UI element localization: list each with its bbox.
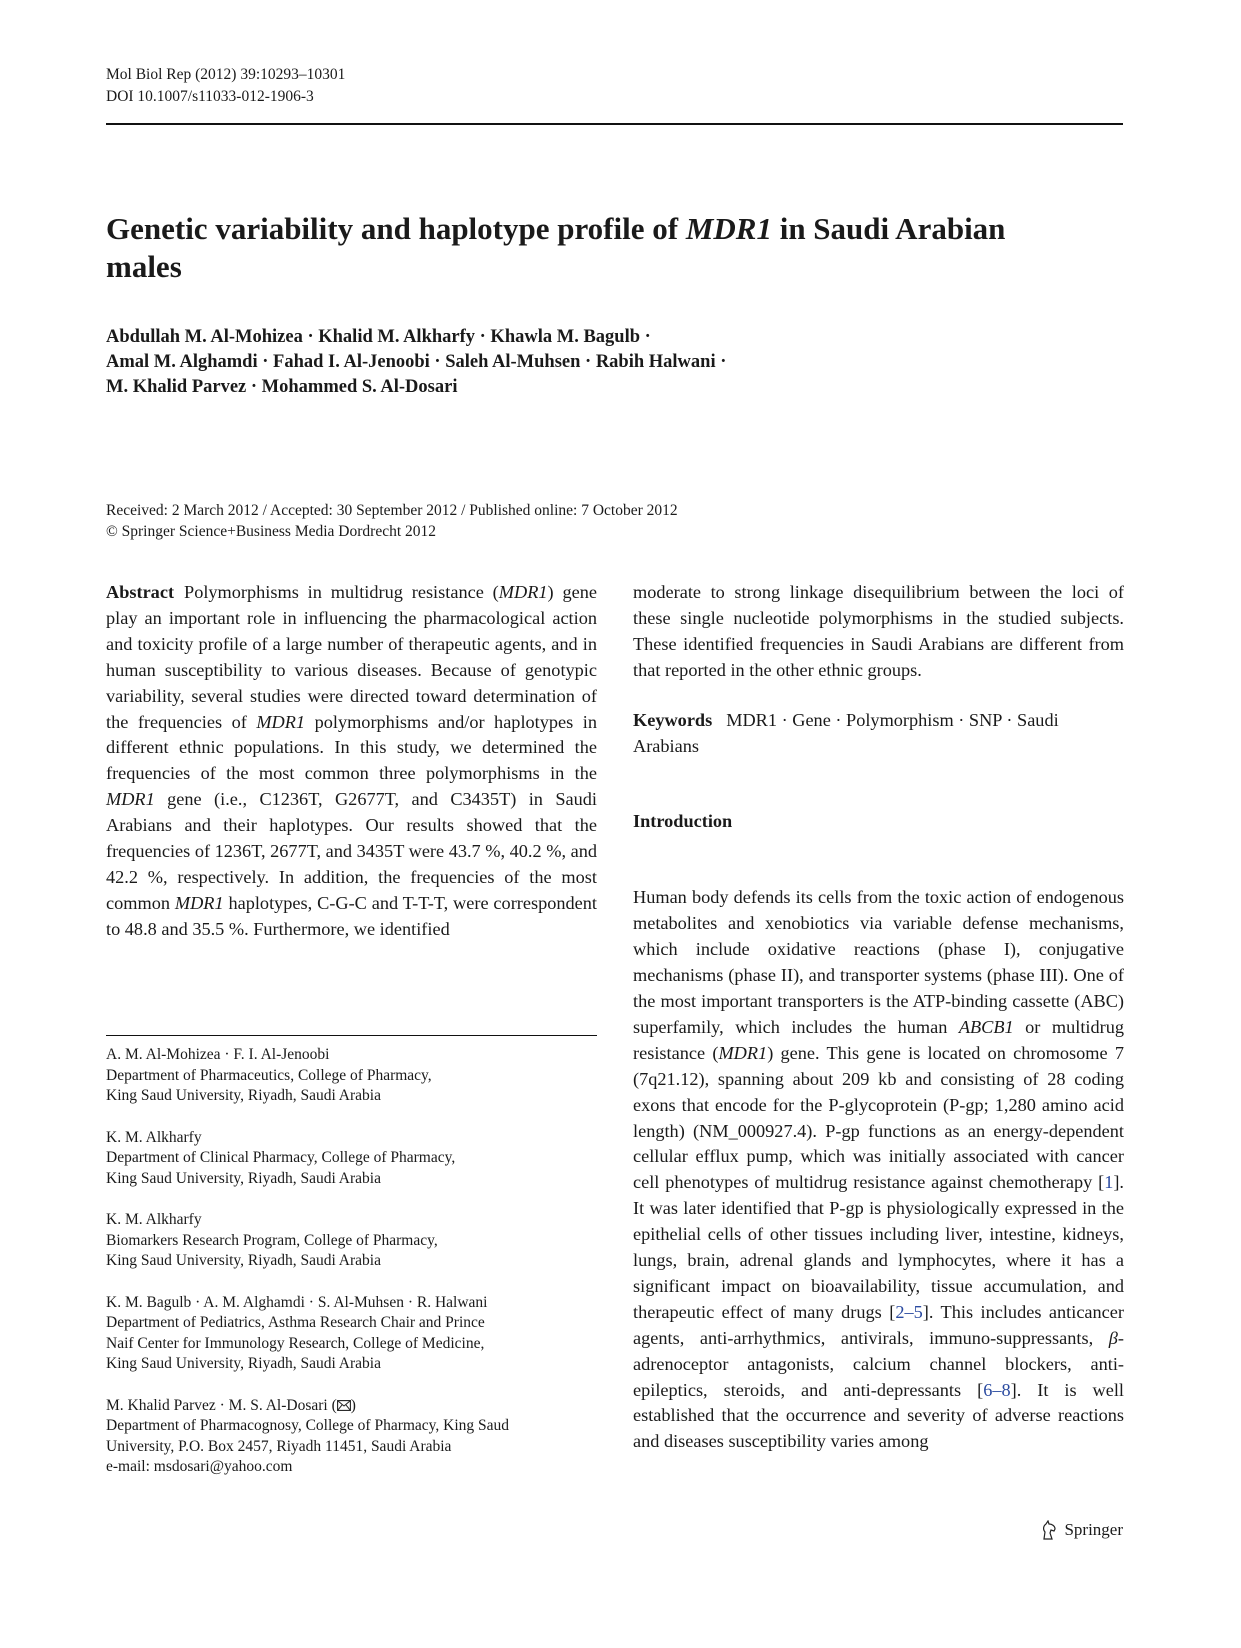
affiliation-block: K. M. Alkharfy Department of Clinical Pharmacy, College of Pharmacy, King Saud University, Riyadh, Saudi Arabia [106,1128,456,1187]
affiliation-rule [106,1035,597,1036]
running-header [106,64,345,108]
publisher-logo [1040,1520,1123,1540]
abstract-continued: moderate to strong linkage disequilibrium between the loci of these single nucleotide polymorphisms in the studied subjects. These identified frequencies in Saudi Arabians are different from that reported in the other ethnic groups. [633,582,1124,680]
introduction-heading: Introduction [633,811,733,832]
corresponding-email[interactable]: e-mail: msdosari@yahoo.com [106,1458,293,1475]
right-column [633,580,1124,1455]
keywords [633,708,1124,760]
affiliations [106,1045,597,1499]
doi: DOI 10.1007/s11033-012-1906-3 [106,88,314,105]
abstract: Abstract Polymorphisms in multidrug resistance (MDR1) gene play an important role in influencing the pharmacological action and toxicity profile of a large number of therapeutic agents, and in human susceptibility to various diseases. Because of genotypic variability, several studies were directed toward determination of the frequencies of MDR1 polymorphisms and/or haplotypes in different ethnic populations. In this study, we determined the frequencies of the most common three polymorphisms in the MDR1 gene (i.e., C1236T, G2677T, and C3435T) in Saudi Arabians and their haplotypes. Our results showed that the frequencies of 1236T, 2677T, and 3435T were 43.7 %, 40.2 %, and 42.2 %, respectively. In addition, the frequencies of the most common MDR1 haplotypes, C-G-C and T-T-T, were correspondent to 48.8 and 35.5 %. Furthermore, we identified [106,582,597,939]
abstract-heading: Abstract [106,582,175,602]
affiliation-block: M. Khalid Parvez · M. S. Al-Dosari ( ) Department of Pharmacognosy, College of Pharmacy, King Saud University, P.O. Box 2457, Riyadh 11451, Saudi Arabia e-mail: msdosari@yahoo.com [106,1396,597,1478]
paper-title: Genetic variability and haplotype profile of MDR1 in Saudi Arabian males [106,211,1006,284]
citation-link[interactable]: 6–8 [983,1379,1011,1400]
citation-link[interactable]: 1 [1104,1172,1114,1193]
affiliation-block: A. M. Al-Mohizea · F. I. Al-Jenoobi Department of Pharmaceutics, College of Pharmacy, King Saud University, Riyadh, Saudi Arabia [106,1046,432,1104]
header-rule [106,123,1123,125]
author-line: Abdullah M. Al-Mohizea · Khalid M. Alkharfy · Khawla M. Bagulb · [106,327,651,347]
journal-citation: Mol Biol Rep (2012) 39:10293–10301 [106,66,346,83]
history-dates: Received: 2 March 2012 / Accepted: 30 September 2012 / Published online: 7 October 2012 [106,502,678,519]
envelope-icon [337,1400,351,1411]
springer-horse-icon [1040,1520,1058,1540]
author-line: M. Khalid Parvez · Mohammed S. Al-Dosari [106,377,458,397]
publication-dates [106,500,678,542]
citation-link[interactable]: 2–5 [895,1301,923,1322]
introduction-text: Human body defends its cells from the toxic action of endogenous metabolites and xenobiotics via variable defense mechanisms, which include oxidative reactions (phase I), conjugative mechanisms (phase II), and transporter systems (phase III). One of the most important transporters is the ATP-binding cassette (ABC) superfamily, which includes the human ABCB1 or multidrug resistance (MDR1) gene. This gene is located on chromosome 7 (7q21.12), spanning about 209 kb and consisting of 28 coding exons that encode for the P-glycoprotein (P-gp; 1,280 amino acid length) (NM_000927.4). P-gp functions as an energy-dependent cellular efflux pump, which was initially associated with cancer cell phenotypes of multidrug resistance against chemotherapy [1]. It was later identified that P-gp is physiologically expressed in the epithelial cells of other tissues including liver, intestine, kidneys, lungs, brain, adrenal glands and lymphocytes, where it has a significant impact on bioavailability, tissue accumulation, and therapeutic effect of many drugs [2–5]. This includes anticancer agents, anti-arrhythmics, antivirals, immuno-suppressants, β-adrenoceptor antagonists, calcium channel blockers, anti-epileptics, steroids, and anti-depressants [6–8]. It is well established that the occurrence and severity of adverse reactions and diseases susceptibility varies among [633,887,1124,1452]
affiliation-block: K. M. Bagulb · A. M. Alghamdi · S. Al-Muhsen · R. Halwani Department of Pediatrics, Asthma Research Chair and Prince Naif Center for Immunology Research, College of Medicine, King Saud University, Riyadh, Saudi Arabia [106,1293,488,1372]
author-list [106,325,1106,400]
affiliation-block: K. M. Alkharfy Biomarkers Research Program, College of Pharmacy, King Saud University, Riyadh, Saudi Arabia [106,1211,438,1269]
author-line: Amal M. Alghamdi · Fahad I. Al-Jenoobi · Saleh Al-Muhsen · Rabih Halwani · [106,352,727,372]
keywords-list: MDR1 · Gene · Polymorphism · SNP · Saudi Arabians [633,709,1059,756]
keywords-label: Keywords [633,709,713,730]
publisher-name: Springer [1064,1520,1123,1539]
copyright: © Springer Science+Business Media Dordrecht 2012 [106,523,437,540]
